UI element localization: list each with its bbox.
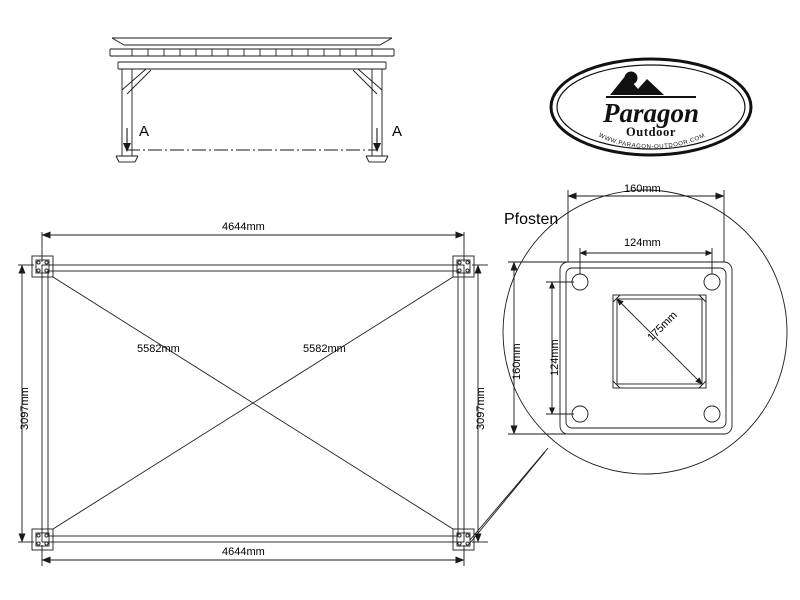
plan-diagonal-right-label: 5582mm [303, 343, 346, 355]
detail-outer-width-label: 160mm [624, 183, 661, 195]
logo-svg [548, 55, 754, 159]
paragon-outdoor-logo [548, 55, 754, 159]
logo-brand-text: Paragon [602, 98, 700, 128]
plan-bottom-width-label: 4644mm [222, 546, 265, 558]
detail-title: Pfosten [504, 211, 559, 228]
plan-left-height-label: 3097mm [19, 387, 31, 430]
detail-bolt-h-label: 124mm [624, 237, 661, 249]
detail-geometry [560, 262, 732, 434]
section-mark-right-label: A [392, 123, 403, 140]
detail-outer-height-label: 160mm [511, 343, 523, 380]
detail-leader [470, 448, 548, 543]
logo-url-text: WWW.PARAGON-OUTDOOR.COM [597, 132, 707, 151]
logo-sub-text: Outdoor [625, 125, 677, 139]
plan-geometry [18, 232, 488, 566]
section-mark-left-label: A [139, 123, 150, 140]
detail-post-diagonal-label: 175mm [645, 309, 680, 344]
detail-bolt-v-label: 124mm [549, 339, 561, 376]
plan-diagonal-left-label: 5582mm [137, 343, 180, 355]
detail-circle [503, 190, 787, 474]
plan-right-height-label: 3097mm [475, 387, 487, 430]
plan-top-width-label: 4644mm [222, 221, 265, 233]
elevation-geometry [110, 38, 394, 162]
